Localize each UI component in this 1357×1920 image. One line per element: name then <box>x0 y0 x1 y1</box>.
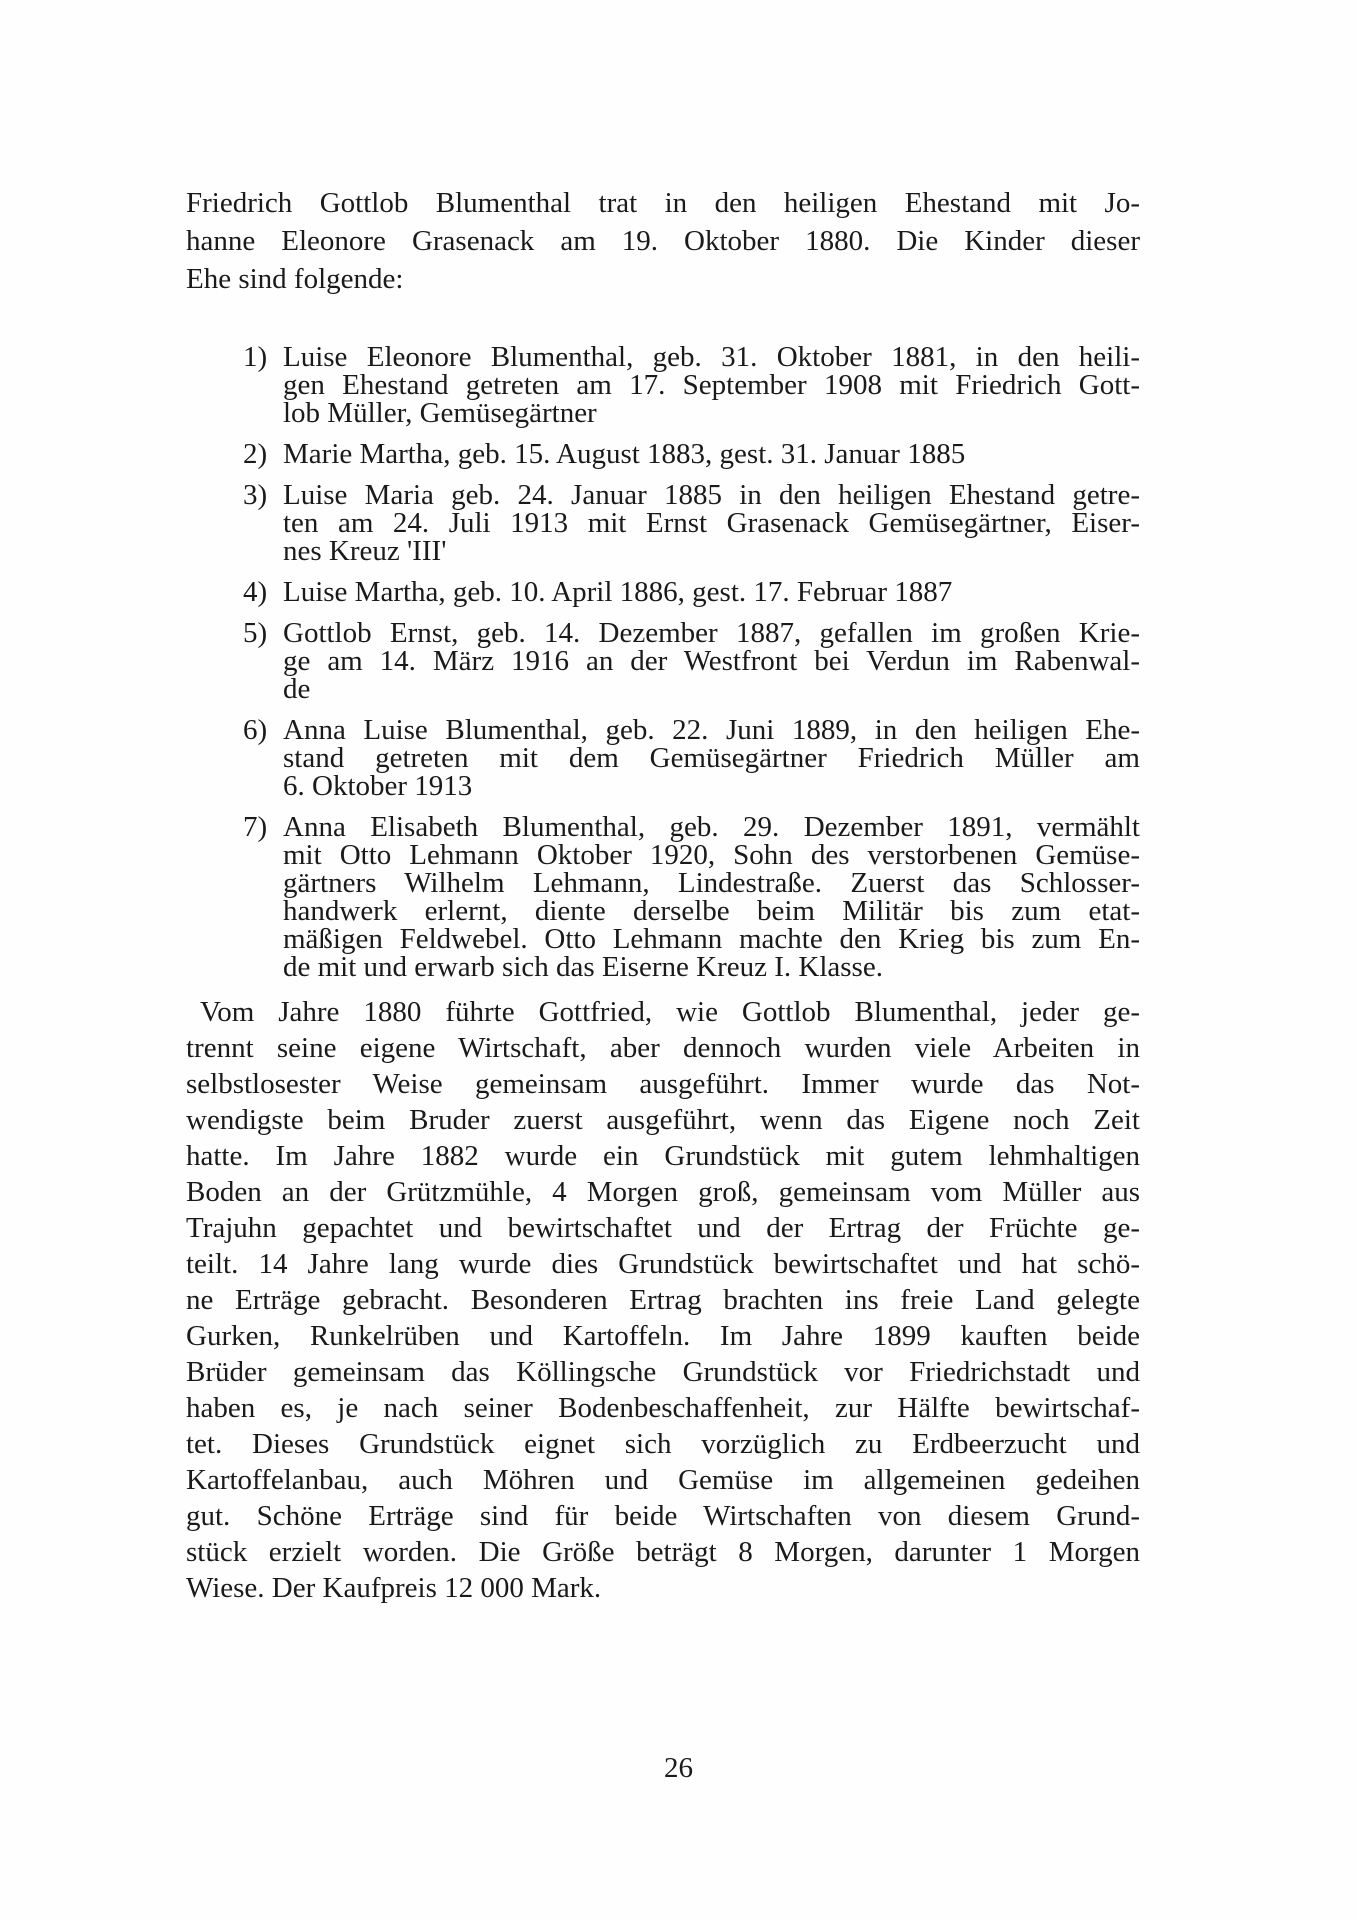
text-line: de mit und erwarb sich das Eiserne Kreuz I. Klasse. <box>283 951 883 983</box>
item-number: 2) <box>243 438 268 470</box>
closing-paragraph <box>186 994 1140 1606</box>
text-line: Anna Elisabeth Blumenthal, geb. 29. Dezember 1891, vermählt <box>283 811 1140 843</box>
list-item <box>186 481 1140 565</box>
text-line: Anna Luise Blumenthal, geb. 22. Juni 1889, in den heiligen Ehe- <box>283 714 1140 746</box>
list-item <box>186 716 1140 800</box>
text-line: Ehe sind folgende: <box>186 263 404 295</box>
text-line: Gottlob Ernst, geb. 14. Dezember 1887, gefallen im großen Krie- <box>283 617 1140 649</box>
text-line: Kartoffelanbau, auch Möhren und Gemüse im allgemeinen gedeihen <box>186 1464 1140 1496</box>
text-line: gen Ehestand getreten am 17. September 1908 mit Friedrich Gott- <box>283 369 1140 401</box>
text-line: ne Erträge gebracht. Besonderen Ertrag brachten ins freie Land gelegte <box>186 1284 1140 1316</box>
list-item <box>186 440 1140 468</box>
text-line: ge am 14. März 1916 an der Westfront bei Verdun im Rabenwal- <box>283 645 1140 677</box>
text-line: lob Müller, Gemüsegärtner <box>283 397 597 429</box>
text-line: wendigste beim Bruder zuerst ausgeführt, wenn das Eigene noch Zeit <box>186 1104 1140 1136</box>
text-line: mäßigen Feldwebel. Otto Lehmann machte den Krieg bis zum En- <box>283 923 1140 955</box>
list-item <box>186 343 1140 427</box>
text-line: Friedrich Gottlob Blumenthal trat in den heiligen Ehestand mit Jo- <box>186 187 1140 219</box>
item-number: 4) <box>243 576 268 608</box>
text-line: Luise Eleonore Blumenthal, geb. 31. Oktober 1881, in den heili- <box>283 341 1140 373</box>
text-block <box>186 184 1140 1606</box>
text-line: Boden an der Grützmühle, 4 Morgen groß, gemeinsam vom Müller aus <box>186 1176 1140 1208</box>
text-line: Gurken, Runkelrüben und Kartoffeln. Im Jahre 1899 kauften beide <box>186 1320 1140 1352</box>
text-line: Luise Martha, geb. 10. April 1886, gest. 17. Februar 1887 <box>283 576 953 608</box>
text-line: hanne Eleonore Grasenack am 19. Oktober 1880. Die Kinder dieser <box>186 225 1140 257</box>
children-list <box>186 343 1140 981</box>
text-line: handwerk erlernt, diente derselbe beim Militär bis zum etat- <box>283 895 1140 927</box>
intro-paragraph <box>186 184 1140 298</box>
text-line: teilt. 14 Jahre lang wurde dies Grundstück bewirtschaftet und hat schö- <box>186 1248 1140 1280</box>
text-line: gut. Schöne Erträge sind für beide Wirtschaften von diesem Grund- <box>186 1500 1140 1532</box>
text-line: Vom Jahre 1880 führte Gottfried, wie Gottlob Blumenthal, jeder ge- <box>200 996 1140 1028</box>
text-line: stück erzielt worden. Die Größe beträgt 8 Morgen, darunter 1 Morgen <box>186 1536 1140 1568</box>
text-line: Luise Maria geb. 24. Januar 1885 in den heiligen Ehestand getre- <box>283 479 1140 511</box>
item-number: 6) <box>243 714 268 746</box>
item-number: 7) <box>243 811 268 843</box>
item-number: 1) <box>243 341 268 373</box>
text-line: mit Otto Lehmann Oktober 1920, Sohn des verstorbenen Gemüse- <box>283 839 1140 871</box>
text-line: haben es, je nach seiner Bodenbeschaffenheit, zur Hälfte bewirtschaf- <box>186 1392 1140 1424</box>
text-line: Brüder gemeinsam das Köllingsche Grundstück vor Friedrichstadt und <box>186 1356 1140 1388</box>
text-line: hatte. Im Jahre 1882 wurde ein Grundstück mit gutem lehmhaltigen <box>186 1140 1140 1172</box>
item-number: 3) <box>243 479 268 511</box>
text-line: 6. Oktober 1913 <box>283 770 473 802</box>
page-number: 26 <box>664 1752 693 1784</box>
text-line: tet. Dieses Grundstück eignet sich vorzüglich zu Erdbeerzucht und <box>186 1428 1140 1460</box>
item-number: 5) <box>243 617 268 649</box>
text-line: selbstlosester Weise gemeinsam ausgeführt. Immer wurde das Not- <box>186 1068 1140 1100</box>
text-line: stand getreten mit dem Gemüsegärtner Friedrich Müller am <box>283 742 1140 774</box>
text-line: nes Kreuz 'III' <box>283 535 447 567</box>
text-line: de <box>283 673 311 705</box>
text-line: ten am 24. Juli 1913 mit Ernst Grasenack Gemüsegärtner, Eiser- <box>283 507 1140 539</box>
list-item <box>186 578 1140 606</box>
text-line: trennt seine eigene Wirtschaft, aber dennoch wurden viele Arbeiten in <box>186 1032 1140 1064</box>
list-item <box>186 619 1140 703</box>
text-line: Wiese. Der Kaufpreis 12 000 Mark. <box>186 1572 602 1604</box>
text-line: gärtners Wilhelm Lehmann, Lindestraße. Zuerst das Schlosser- <box>283 867 1140 899</box>
text-line: Trajuhn gepachtet und bewirtschaftet und der Ertrag der Früchte ge- <box>186 1212 1140 1244</box>
list-item <box>186 813 1140 981</box>
text-line: Marie Martha, geb. 15. August 1883, gest. 31. Januar 1885 <box>283 438 966 470</box>
